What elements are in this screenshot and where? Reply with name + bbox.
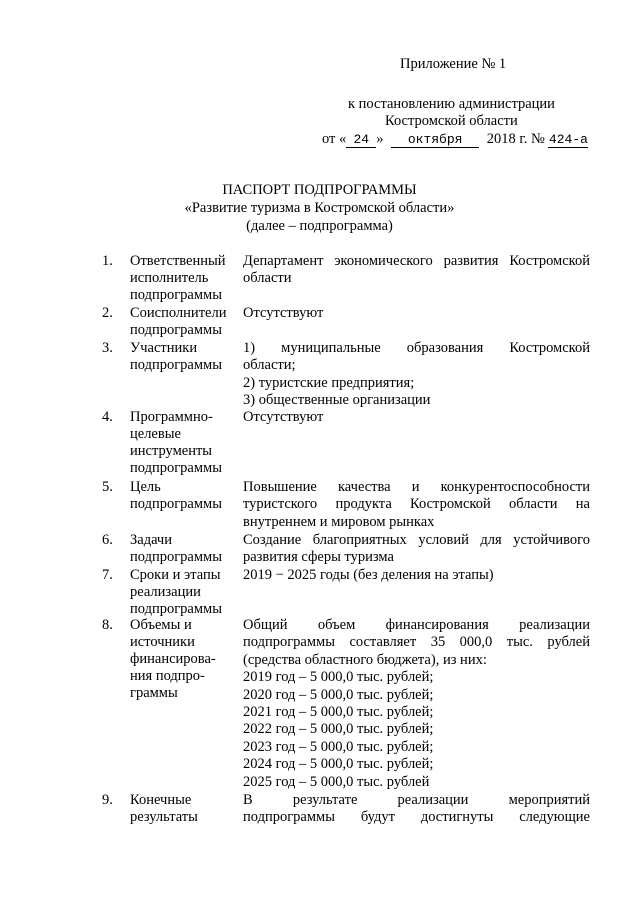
row-value-line: 2020 год – 5 000,0 тыс. рублей; — [243, 686, 434, 703]
row-label-line: исполнитель — [130, 270, 209, 286]
row-label-line: Задачи — [130, 532, 172, 548]
row-label-line: подпрограммы — [130, 601, 222, 617]
row-value-line: 2021 год – 5 000,0 тыс. рублей; — [243, 703, 434, 720]
row-value — [243, 253, 590, 288]
row-number: 4. — [102, 409, 113, 425]
row-value-line: 2023 год – 5 000,0 тыс. рублей; — [243, 738, 434, 755]
row-value-line: 2) туристские предприятия; — [243, 374, 415, 391]
row-number: 3. — [102, 340, 113, 356]
row-label-line: Объемы и — [130, 617, 192, 633]
row-value-line: области — [243, 270, 292, 287]
row-label — [130, 532, 240, 566]
row-label-line: целевые — [130, 426, 181, 442]
row-value-line: Создание благоприятных условий для устойчивого — [243, 532, 590, 548]
row-value-line: Общий объем финансирования реализации — [243, 617, 590, 633]
row-label-line: подпрограммы — [130, 460, 222, 476]
row-value-line: подпрограммы будут достигнуты следующие — [243, 809, 590, 826]
row-value-line: Департамент экономического развития Костромской — [243, 253, 590, 269]
row-label — [130, 340, 240, 374]
row-value-line: подпрограммы составляет 35 000,0 тыс. рублей — [243, 634, 590, 651]
row-label — [130, 409, 240, 477]
row-label-line: инструменты — [130, 443, 213, 459]
row-value-line: 2024 год – 5 000,0 тыс. рублей; — [243, 756, 434, 773]
row-label — [130, 305, 240, 339]
row-label — [130, 792, 240, 826]
row-value-line: Отсутствуют — [243, 305, 324, 321]
row-number: 9. — [102, 792, 113, 808]
row-label-line: финансирова- — [130, 651, 216, 667]
row-number: 1. — [102, 253, 113, 269]
row-value — [243, 532, 590, 567]
row-label-line: Ответственный — [130, 253, 226, 269]
subprogram-name: «Развитие туризма в Костромской области» — [184, 200, 455, 216]
row-label-line: подпрограммы — [130, 287, 222, 303]
row-label-line: подпрограммы — [130, 496, 222, 512]
row-label-line: подпрограммы — [130, 357, 222, 373]
row-value — [243, 340, 590, 410]
row-value-line: развития сферы туризма — [243, 549, 394, 566]
row-value-line: области; — [243, 357, 296, 374]
row-label-line: реализации — [130, 584, 201, 600]
row-value-line: Повышение качества и конкурентоспособности — [243, 479, 590, 495]
row-value-line: 2019 − 2025 годы (без деления на этапы) — [243, 567, 494, 583]
row-value — [243, 617, 590, 791]
region-label: Костромской области — [385, 113, 518, 129]
row-label-line: ния подпро- — [130, 668, 205, 684]
row-value — [243, 792, 590, 827]
row-label-line: Программно- — [130, 409, 213, 425]
row-label-line: Сроки и этапы — [130, 567, 221, 583]
row-label-line: Цель — [130, 479, 161, 495]
document-title: ПАСПОРТ ПОДПРОГРАММЫ — [222, 182, 417, 198]
row-value-line: туристского продукта Костромской области на — [243, 496, 590, 513]
row-value-line: 3) общественные организации — [243, 392, 431, 409]
row-label — [130, 479, 240, 513]
row-label-line: граммы — [130, 685, 178, 701]
subprogram-abbreviation: (далее – подпрограмма) — [246, 218, 393, 234]
appendix-label: Приложение № 1 — [400, 56, 507, 72]
row-label-line: источники — [130, 634, 195, 650]
row-value-line: 2019 год – 5 000,0 тыс. рублей; — [243, 669, 434, 686]
row-label-line: Участники — [130, 340, 198, 356]
row-label — [130, 567, 240, 618]
row-number: 2. — [102, 305, 113, 321]
row-label-line: результаты — [130, 809, 198, 825]
row-label — [130, 253, 240, 304]
date-prefix: от « — [322, 131, 347, 147]
row-value — [243, 479, 590, 531]
row-value-line: В результате реализации мероприятий — [243, 792, 590, 808]
row-value-line: Отсутствуют — [243, 409, 324, 425]
row-value-line: 2025 год – 5 000,0 тыс. рублей — [243, 773, 430, 790]
resolution-label: к постановлению администрации — [348, 96, 555, 112]
row-label — [130, 617, 240, 702]
row-value-line: 2022 год – 5 000,0 тыс. рублей; — [243, 721, 434, 738]
row-number: 7. — [102, 567, 113, 583]
row-number: 8. — [102, 617, 113, 633]
date-year: 2018 г. № — [486, 131, 545, 147]
row-label-line: Конечные — [130, 792, 192, 808]
row-value — [243, 305, 590, 322]
date-mid: » — [376, 131, 384, 147]
date-month: октября — [391, 132, 479, 148]
row-value-line: 1) муниципальные образования Костромской — [243, 340, 590, 356]
date-day: 24 — [346, 132, 376, 148]
row-number: 6. — [102, 532, 113, 548]
resolution-number: 424-а — [548, 132, 588, 147]
resolution-date-line — [322, 131, 588, 148]
row-value-line: (средства областного бюджета), из них: — [243, 651, 487, 668]
row-value-line: внутреннем и мировом рынках — [243, 513, 435, 530]
row-label-line: Соисполнители — [130, 305, 227, 321]
row-number: 5. — [102, 479, 113, 495]
row-label-line: подпрограммы — [130, 322, 222, 338]
row-value — [243, 567, 590, 584]
row-value — [243, 409, 590, 426]
row-label-line: подпрограммы — [130, 549, 222, 565]
